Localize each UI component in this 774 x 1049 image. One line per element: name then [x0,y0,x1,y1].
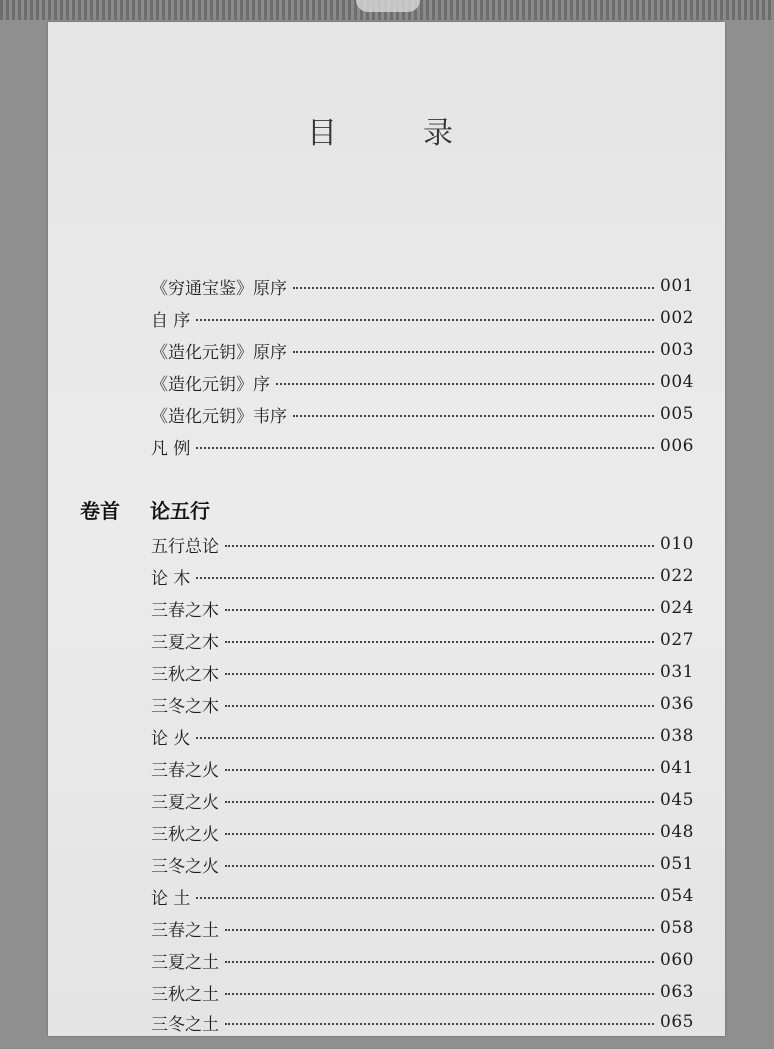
dot-leader [196,737,654,739]
dot-leader [196,447,654,449]
toc-entry-page: 041 [660,758,694,778]
toc-entry-label: 论 土 [151,888,191,909]
toc-entry-label: 三秋之土 [151,984,219,1005]
toc-entry-label: 三秋之木 [151,664,219,685]
dot-leader [225,609,654,611]
toc-entry-page: 022 [660,566,694,586]
toc-entry[interactable] [151,432,694,460]
toc-entry-page: 031 [660,662,694,682]
dot-leader [196,897,654,899]
dot-leader [225,1023,654,1025]
toc-entry[interactable] [151,850,694,878]
toc-entry-page: 024 [660,598,694,618]
toc-entry-page: 051 [660,854,694,874]
toc-entry[interactable] [151,914,694,942]
toc-entry-page: 038 [660,726,694,746]
toc-entry[interactable] [151,722,694,750]
section-heading[interactable] [80,495,210,524]
emblem-decoration [356,0,420,12]
toc-entry-page: 054 [660,886,694,906]
toc-entry-label: 《造化元钥》韦序 [151,406,287,427]
dot-leader [225,961,654,963]
toc-entry-label: 三春之火 [151,760,219,781]
dot-leader [225,865,654,867]
dot-leader [293,351,654,353]
toc-entry[interactable] [151,594,694,622]
toc-entry-page: 001 [660,276,694,296]
dot-leader [225,545,654,547]
toc-entry-page: 048 [660,822,694,842]
toc-entry-page: 065 [660,1012,694,1032]
toc-entry-label: 论 木 [151,568,191,589]
toc-entry-page: 004 [660,372,694,392]
toc-entry-page: 060 [660,950,694,970]
toc-entry[interactable] [151,978,694,1006]
toc-entry-label: 三夏之土 [151,952,219,973]
toc-entry-label: 三秋之火 [151,824,219,845]
dot-leader [225,929,654,931]
toc-entry[interactable] [151,946,694,974]
toc-entry-label: 自 序 [151,310,191,331]
toc-entry[interactable] [151,400,694,428]
toc-entry[interactable] [151,272,694,300]
toc-entry-label: 三春之土 [151,920,219,941]
toc-entry-page: 006 [660,436,694,456]
toc-entry[interactable] [151,562,694,590]
toc-entry-label: 三冬之土 [151,1014,219,1035]
dot-leader [276,383,654,385]
dot-leader [196,577,654,579]
page-title: 目 录 [307,116,481,151]
toc-entry-label: 凡 例 [151,438,191,459]
toc-entry-label: 三夏之火 [151,792,219,813]
dot-leader [225,833,654,835]
dot-leader [293,415,654,417]
dot-leader [196,319,654,321]
toc-entry-label: 《造化元钥》序 [151,374,270,395]
toc-entry-label: 三冬之木 [151,696,219,717]
toc-entry-label: 五行总论 [151,536,219,557]
toc-entry-label: 论 火 [151,728,191,749]
toc-entry-page: 027 [660,630,694,650]
toc-entry[interactable] [151,368,694,396]
toc-entry-page: 002 [660,308,694,328]
toc-entry[interactable] [151,690,694,718]
section-number: 卷首 [80,499,120,523]
dot-leader [293,287,654,289]
dot-leader [225,801,654,803]
toc-entry[interactable] [151,818,694,846]
toc-entry[interactable] [151,530,694,558]
toc-entry-label: 三春之木 [151,600,219,621]
toc-entry-label: 三冬之火 [151,856,219,877]
dot-leader [225,769,654,771]
dot-leader [225,673,654,675]
toc-entry-label: 三夏之木 [151,632,219,653]
toc-entry-page: 036 [660,694,694,714]
toc-entry[interactable] [151,1008,694,1036]
toc-entry[interactable] [151,754,694,782]
toc-entry[interactable] [151,786,694,814]
toc-entry-page: 005 [660,404,694,424]
toc-entry[interactable] [151,304,694,332]
toc-entry[interactable] [151,658,694,686]
toc-entry-page: 045 [660,790,694,810]
toc-entry-label: 《造化元钥》原序 [151,342,287,363]
section-title: 论五行 [150,499,210,523]
toc-entry-page: 010 [660,534,694,554]
toc-entry-page: 058 [660,918,694,938]
dot-leader [225,705,654,707]
toc-entry-label: 《穷通宝鉴》原序 [151,278,287,299]
dot-leader [225,641,654,643]
toc-entry-page: 003 [660,340,694,360]
toc-entry-page: 063 [660,982,694,1002]
toc-entry[interactable] [151,882,694,910]
toc-entry[interactable] [151,336,694,364]
toc-entry[interactable] [151,626,694,654]
dot-leader [225,993,654,995]
